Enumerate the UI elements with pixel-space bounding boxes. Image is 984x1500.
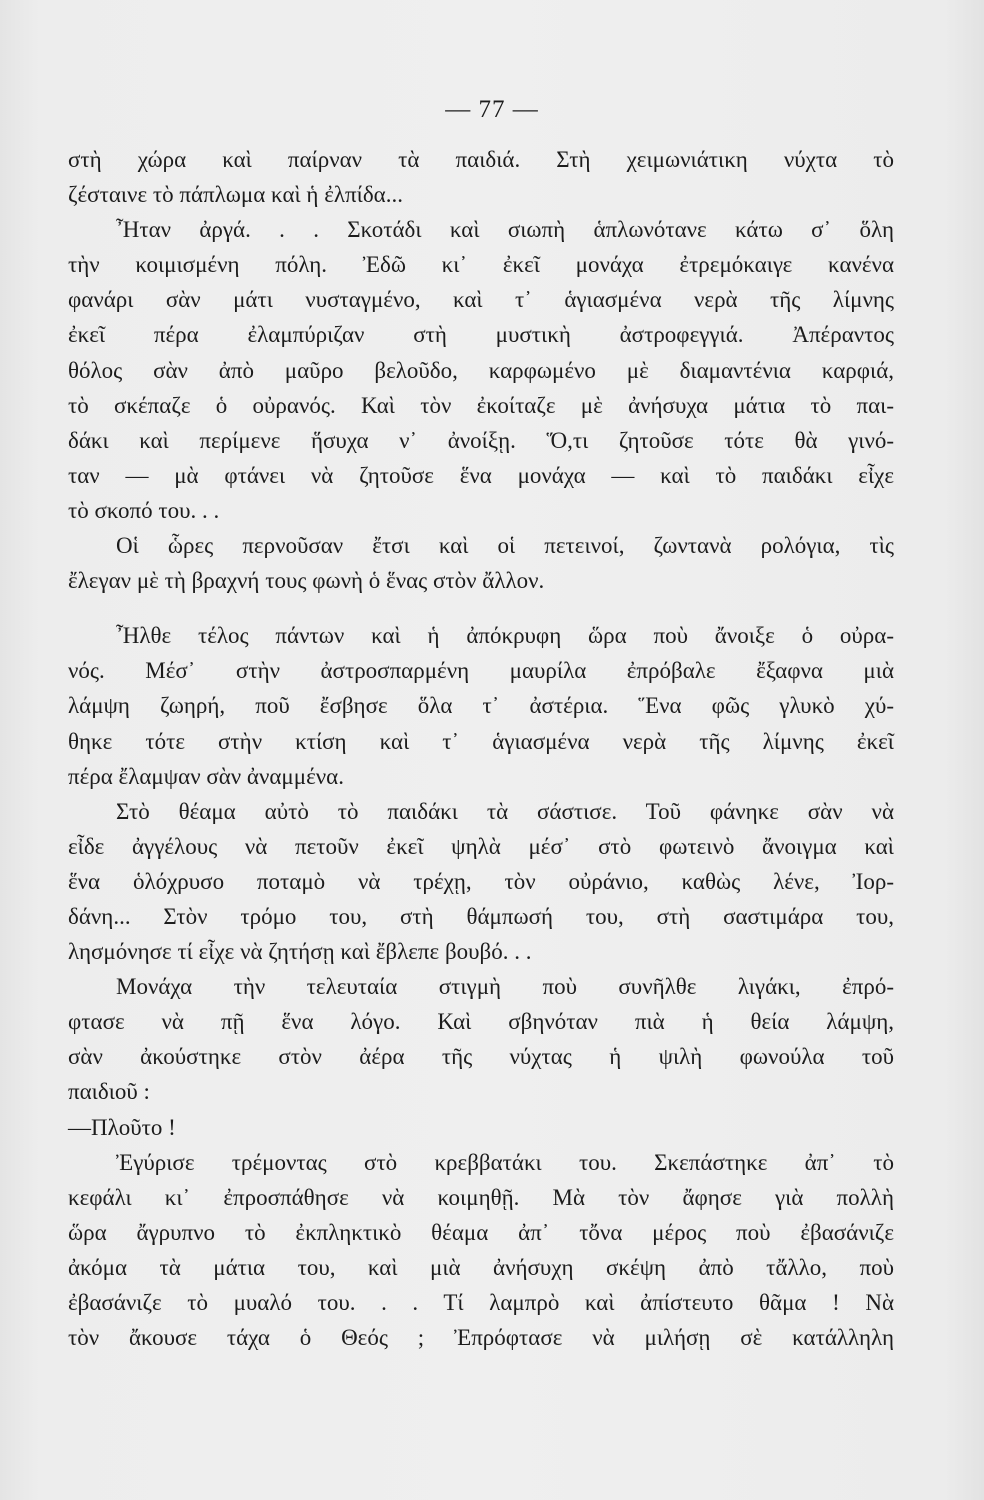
text-line: Μονάχα τὴν τελευταία στιγμὴ ποὺ συνῆλθε λιγάκι, ἐπρό- [116, 974, 894, 1000]
text-line: ἐβασάνιζε τὸ μυαλό του. . . Τί λαμπρὸ καὶ ἀπίστευτο θᾶμα ! Νὰ [68, 1290, 894, 1315]
text-line: Ἦταν ἀργά. . . Σκοτάδι καὶ σιωπὴ ἁπλωνότανε κάτω σ᾽ ὅλη [116, 217, 894, 243]
text-line: φανάρι σὰν μάτι νυσταγμένο, καὶ τ᾽ ἁγιασμένα νερὰ τῆς λίμνης [68, 287, 894, 313]
text-line: τὸ σκοπό του. . . [68, 497, 220, 523]
text-line: δάκι καὶ περίμενε ἥσυχα ν᾽ ἀνοίξῃ. Ὅ,τι ζητοῦσε τότε θὰ γινό- [68, 427, 894, 453]
text-line: Ἐγύρισε τρέμοντας στὸ κρεββατάκι του. Σκεπάστηκε ἀπ᾽ τὸ [116, 1149, 894, 1175]
text-line: Ἦλθε τέλος πάντων καὶ ἡ ἀπόκρυφη ὥρα ποὺ ἄνοιξε ὁ οὐρα- [116, 623, 894, 649]
text-line: νός. Μέσ᾽ στὴν ἀστροσπαρμένη μαυρίλα ἐπρόβαλε ἔξαφνα μιὰ [68, 658, 894, 684]
text-line: τὴν κοιμισμένη πόλη. Ἐδῶ κι᾽ ἐκεῖ μονάχα ἐτρεμόκαιγε κανένα [68, 252, 894, 278]
text-line: θηκε τότε στὴν κτίση καὶ τ᾽ ἁγιασμένα νερὰ τῆς λίμνης ἐκεῖ [68, 728, 894, 754]
body-text [68, 142, 894, 1355]
text-line: Οἱ ὧρες περνοῦσαν ἔτσι καὶ οἱ πετεινοί, ζωντανὰ ρολόγια, τὶς [116, 533, 894, 559]
text-line: ταν — μὰ φτάνει νὰ ζητοῦσε ἕνα μονάχα — καὶ τὸ παιδάκι εἶχε [68, 462, 894, 488]
text-line: ὥρα ἄγρυπνο τὸ ἐκπληκτικὸ θέαμα ἀπ᾽ τὄνα μέρος ποὺ ἐβασάνιζε [68, 1219, 894, 1245]
text-line: εἶδε ἀγγέλους νὰ πετοῦν ἐκεῖ ψηλὰ μέσ᾽ στὸ φωτεινὸ ἄνοιγμα καὶ [68, 833, 894, 859]
text-line: τὸ σκέπαζε ὁ οὐρανός. Καὶ τὸν ἐκοίταζε μὲ ἀνήσυχα μάτια τὸ παι- [68, 392, 894, 418]
text-line: λησμόνησε τί εἶχε νὰ ζητήσῃ καὶ ἔβλεπε βουβό. . . [68, 939, 532, 965]
page-number: — 77 — [445, 96, 539, 123]
text-line: σὰν ἀκούστηκε στὸν ἀέρα τῆς νύχτας ἡ ψιλὴ φωνούλα τοῦ [68, 1044, 894, 1070]
paragraph-gap [68, 598, 894, 618]
text-line: φτασε νὰ πῇ ἕνα λόγο. Καὶ σβηνόταν πιὰ ἡ θεία λάμψη, [68, 1009, 894, 1035]
text-line: Στὸ θέαμα αὐτὸ τὸ παιδάκι τὰ σάστισε. Τοῦ φάνηκε σὰν νὰ [116, 798, 894, 824]
text-line: παιδιοῦ : [68, 1079, 150, 1105]
text-line: ἀκόμα τὰ μάτια του, καὶ μιὰ ἀνήσυχη σκέψη ἀπὸ τἄλλο, ποὺ [68, 1254, 894, 1280]
text-line: —Πλοῦτο ! [68, 1114, 176, 1140]
text-line: κεφάλι κι᾽ ἐπροσπάθησε νὰ κοιμηθῇ. Μὰ τὸν ἄφησε γιὰ πολλὴ [68, 1184, 894, 1210]
text-line: ἔλεγαν μὲ τὴ βραχνή τους φωνὴ ὁ ἕνας στὸν ἄλλον. [68, 568, 545, 594]
text-line: θόλος σὰν ἀπὸ μαῦρο βελοῦδο, καρφωμένο μὲ διαμαντένια καρφιά, [68, 357, 894, 383]
text-line: τὸν ἄκουσε τάχα ὁ Θεός ; Ἐπρόφτασε νὰ μιλήσῃ σὲ κατάλληλη [68, 1325, 894, 1351]
text-line: ἕνα ὁλόχρυσο ποταμὸ νὰ τρέχῃ, τὸν οὐράνιο, καθὼς λένε, Ἰορ- [68, 868, 894, 894]
text-line: ἐκεῖ πέρα ἐλαμπύριζαν στὴ μυστικὴ ἀστροφεγγιά. Ἀπέραντος [68, 322, 894, 348]
text-line: δάνη... Στὸν τρόμο του, στὴ θάμπωσή του, στὴ σαστιμάρα του, [68, 903, 894, 929]
text-line: ζέσταινε τὸ πάπλωμα καὶ ἡ ἐλπίδα... [68, 182, 403, 208]
text-line: λάμψη ζωηρή, ποῦ ἔσβησε ὅλα τ᾽ ἀστέρια. Ἕνα φῶς γλυκὸ χύ- [68, 693, 894, 719]
text-line: στὴ χώρα καὶ παίρναν τὰ παιδιά. Στὴ χειμωνιάτικη νύχτα τὸ [68, 147, 894, 172]
text-line: πέρα ἔλαμψαν σὰν ἀναμμένα. [68, 763, 344, 789]
